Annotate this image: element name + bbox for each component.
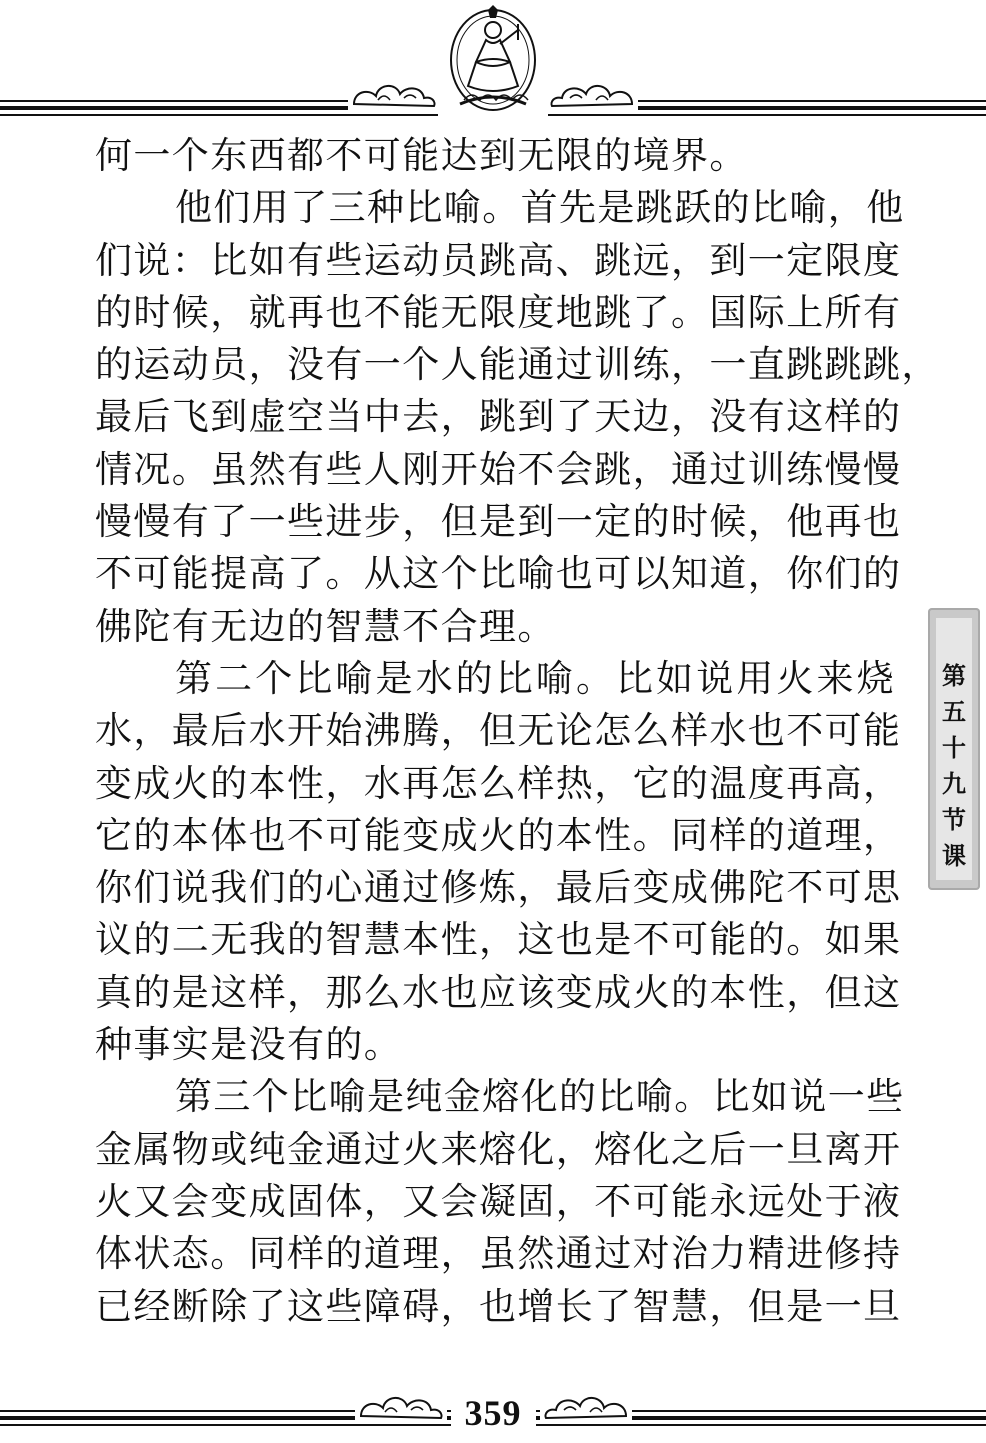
text-line: 佛陀有无边的智慧不合理。 [95, 604, 556, 648]
text-line: 真的是这样，那么水也应该变成火的本性，但这 [95, 970, 902, 1014]
body-text [95, 130, 940, 1333]
text-line: 慢慢有了一些进步，但是到一定的时候，他再也 [95, 500, 902, 544]
text-line: 已经断除了这些障碍，也增长了智慧，但是一旦 [95, 1284, 902, 1328]
text-line: 变成火的本性，水再怎么样热，它的温度再高， [95, 761, 902, 805]
cloud-ornament-icon [348, 78, 440, 110]
deity-figure-icon [438, 4, 548, 116]
text-line: 水，最后水开始沸腾，但无论怎么样水也不可能 [95, 709, 902, 753]
text-line: 种事实是没有的。 [95, 1023, 403, 1067]
text-line: 议的二无我的智慧本性，这也是不可能的。如果 [95, 918, 902, 962]
text-line: 第三个比喻是纯金熔化的比喻。比如说一些 [175, 1075, 905, 1119]
chapter-tab-char: 第 [942, 661, 966, 690]
text-line: 不可能提高了。从这个比喻也可以知道，你们的 [95, 552, 902, 596]
text-line: 他们用了三种比喻。首先是跳跃的比喻，他 [175, 186, 905, 230]
text-line: 金属物或纯金通过火来熔化，熔化之后一旦离开 [95, 1127, 902, 1171]
text-line: 们说：比如有些运动员跳高、跳远，到一定限度 [95, 238, 902, 282]
text-line: 最后飞到虚空当中去，跳到了天边，没有这样的 [95, 395, 902, 439]
chapter-tab-char: 九 [942, 769, 966, 798]
text-line: 火又会变成固体，又会凝固，不可能永远处于液 [95, 1179, 902, 1223]
text-line: 它的本体也不可能变成火的本性。同样的道理， [95, 813, 902, 857]
text-line: 何一个东西都不可能达到无限的境界。 [95, 134, 748, 177]
text-line: 体状态。同样的道理，虽然通过对治力精进修持 [95, 1232, 902, 1276]
text-line: 你们说我们的心通过修炼，最后变成佛陀不可思 [95, 866, 902, 910]
chapter-tab-char: 十 [942, 733, 966, 762]
chapter-side-tab [928, 608, 980, 890]
chapter-tab-char: 五 [942, 697, 966, 726]
text-line: 的运动员，没有一个人能通过训练，一直跳跳跳， [95, 343, 940, 387]
page-number [0, 1392, 986, 1434]
chapter-tab-char: 课 [942, 841, 966, 870]
cloud-ornament-icon [546, 78, 638, 110]
text-line: 情况。虽然有些人刚开始不会跳，通过训练慢慢 [95, 447, 902, 491]
page-number-text: 359 [451, 1393, 536, 1433]
text-line: 第二个比喻是水的比喻。比如说用火来烧 [175, 656, 895, 700]
text-line: 的时候，就再也不能无限度地跳了。国际上所有 [95, 290, 902, 334]
chapter-tab-char: 节 [942, 805, 966, 834]
